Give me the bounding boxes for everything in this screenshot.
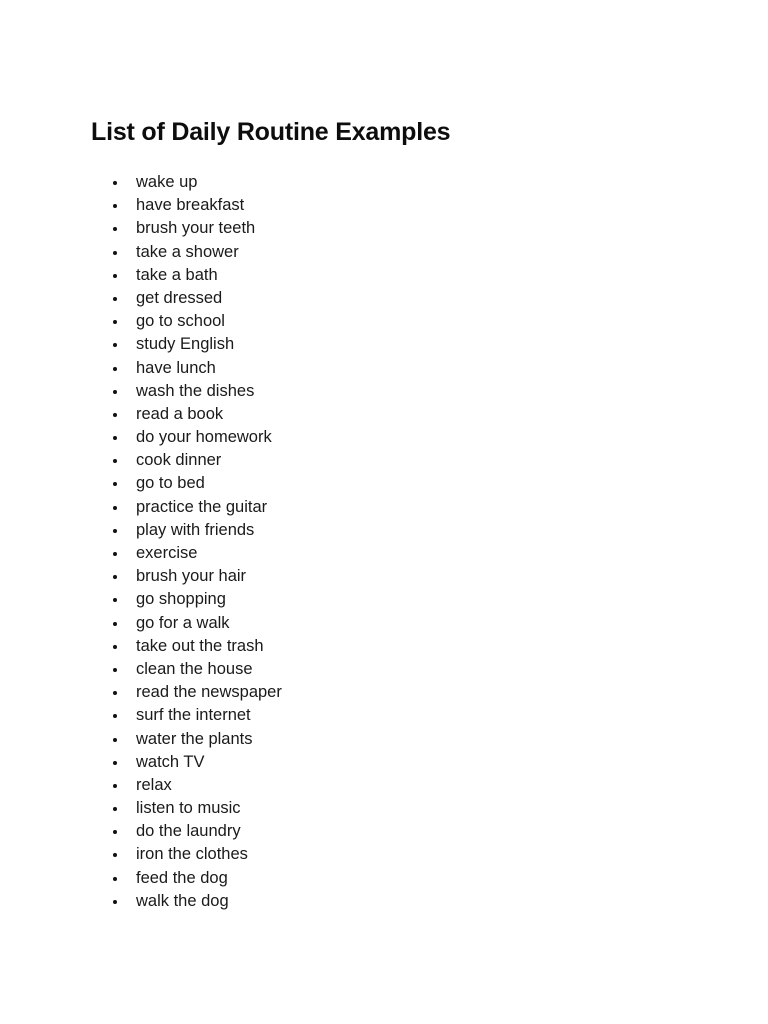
list-item xyxy=(110,403,282,426)
list-item-label: go to school xyxy=(136,312,225,331)
bullet-icon xyxy=(113,367,117,371)
bullet-icon xyxy=(113,320,117,324)
bullet-icon xyxy=(113,668,117,672)
bullet-icon xyxy=(113,297,117,301)
list-item-label: have breakfast xyxy=(136,196,245,215)
bullet-icon xyxy=(113,436,117,440)
bullet-icon xyxy=(113,900,117,904)
list-item-label: take a bath xyxy=(136,265,218,284)
list-item xyxy=(110,867,282,890)
list-item xyxy=(110,843,282,866)
list-item xyxy=(110,449,282,472)
list-item xyxy=(110,472,282,495)
list-item-label: brush your hair xyxy=(136,567,247,586)
bullet-icon xyxy=(113,204,117,208)
list-item xyxy=(110,751,282,774)
bullet-icon xyxy=(113,251,117,255)
list-item-label: get dressed xyxy=(136,288,223,307)
list-item xyxy=(110,241,282,264)
list-item-label: water the plants xyxy=(136,729,253,748)
bullet-icon xyxy=(113,413,117,417)
list-item-label: brush your teeth xyxy=(136,219,256,238)
list-item xyxy=(110,774,282,797)
list-item-label: feed the dog xyxy=(136,868,228,887)
list-item-label: do your homework xyxy=(136,428,272,447)
bullet-icon xyxy=(113,529,117,533)
bullet-icon xyxy=(113,784,117,788)
list-item xyxy=(110,890,282,913)
list-item xyxy=(110,264,282,287)
bullet-icon xyxy=(113,761,117,765)
bullet-icon xyxy=(113,274,117,278)
list-item-label: listen to music xyxy=(136,799,241,818)
bullet-icon xyxy=(113,807,117,811)
bullet-icon xyxy=(113,552,117,556)
list-item-label: cook dinner xyxy=(136,451,222,470)
page-title: List of Daily Routine Examples xyxy=(91,118,451,146)
bullet-icon xyxy=(113,227,117,231)
list-item-label: relax xyxy=(136,775,172,794)
list-item-label: iron the clothes xyxy=(136,845,248,864)
list-item xyxy=(110,194,282,217)
list-item-label: study English xyxy=(136,335,235,354)
list-item xyxy=(110,635,282,658)
bullet-icon xyxy=(113,343,117,347)
list-item-label: wash the dishes xyxy=(136,381,255,400)
bullet-icon xyxy=(113,622,117,626)
list-item xyxy=(110,310,282,333)
bullet-icon xyxy=(113,181,117,185)
list-item xyxy=(110,797,282,820)
list-item xyxy=(110,333,282,356)
bullet-icon xyxy=(113,645,117,649)
list-item-label: do the laundry xyxy=(136,822,241,841)
list-item xyxy=(110,565,282,588)
list-item-label: practice the guitar xyxy=(136,497,268,516)
bullet-icon xyxy=(113,830,117,834)
list-item xyxy=(110,681,282,704)
list-item xyxy=(110,588,282,611)
list-item-label: go shopping xyxy=(136,590,226,609)
bullet-icon xyxy=(113,714,117,718)
routine-list xyxy=(110,171,282,913)
list-item-label: surf the internet xyxy=(136,706,251,725)
list-item xyxy=(110,820,282,843)
list-item xyxy=(110,287,282,310)
list-item xyxy=(110,704,282,727)
bullet-icon xyxy=(113,575,117,579)
list-item-label: take out the trash xyxy=(136,636,264,655)
list-item-label: walk the dog xyxy=(136,891,229,910)
list-item xyxy=(110,217,282,240)
list-item xyxy=(110,496,282,519)
list-item xyxy=(110,357,282,380)
list-item-label: wake up xyxy=(136,173,198,191)
list-item xyxy=(110,612,282,635)
bullet-icon xyxy=(113,598,117,602)
list-item xyxy=(110,380,282,403)
bullet-icon xyxy=(113,691,117,695)
list-item-label: play with friends xyxy=(136,520,255,539)
bullet-icon xyxy=(113,738,117,742)
list-item-label: clean the house xyxy=(136,659,253,678)
list-item-label: exercise xyxy=(136,544,198,562)
bullet-icon xyxy=(113,482,117,486)
list-item-label: watch TV xyxy=(136,752,205,771)
bullet-icon xyxy=(113,877,117,881)
list-item-label: go to bed xyxy=(136,474,205,493)
list-item-label: take a shower xyxy=(136,242,239,261)
list-item xyxy=(110,542,282,565)
bullet-icon xyxy=(113,506,117,510)
list-item xyxy=(110,519,282,542)
list-item xyxy=(110,658,282,681)
list-item xyxy=(110,171,282,194)
list-item xyxy=(110,426,282,449)
bullet-icon xyxy=(113,459,117,463)
list-item-label: read a book xyxy=(136,404,224,423)
list-item-label: have lunch xyxy=(136,358,216,377)
list-item-label: read the newspaper xyxy=(136,683,282,702)
list-item xyxy=(110,728,282,751)
list-item-label: go for a walk xyxy=(136,613,230,632)
bullet-icon xyxy=(113,390,117,394)
bullet-icon xyxy=(113,853,117,857)
